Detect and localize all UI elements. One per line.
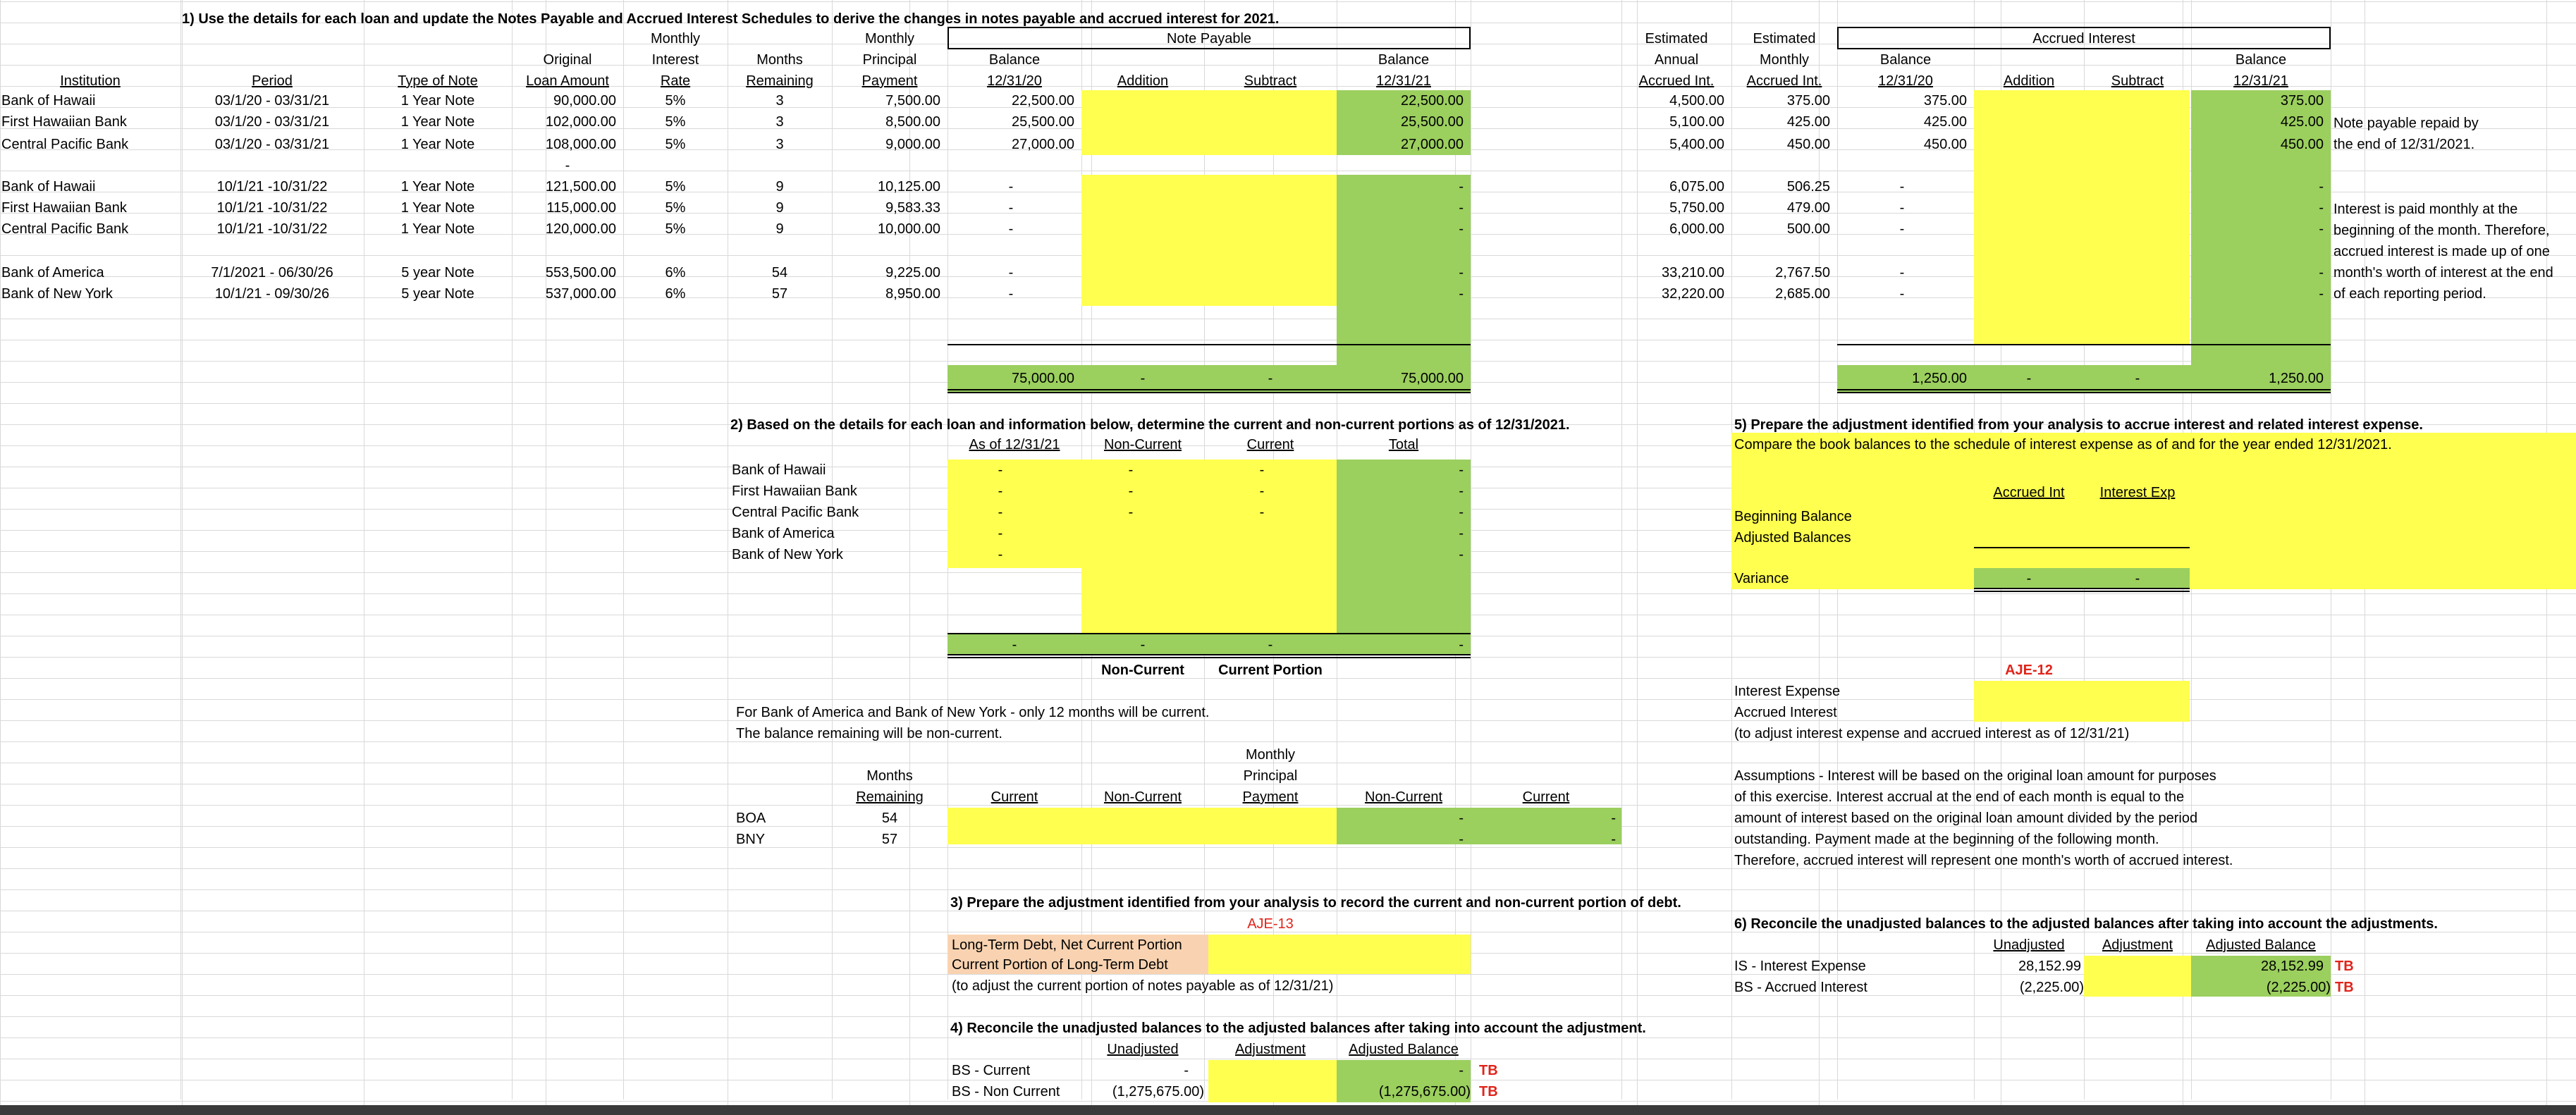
loan-cell-ai21: - — [2319, 200, 2324, 216]
col-header-noncurrent: Non-Current — [1103, 789, 1182, 805]
sec2-total-noncurrent: - — [1140, 637, 1146, 653]
double-rule — [947, 389, 1471, 393]
col-header: Monthly — [650, 31, 701, 47]
loan-cell-inst: Bank of Hawaii — [1, 93, 96, 109]
loan-cell-monthly: 2,767.50 — [1775, 265, 1830, 281]
loan-cell-type: 1 Year Note — [400, 114, 475, 130]
boa-current: - — [1611, 811, 1616, 826]
adjusted-balances-label: Adjusted Balances — [1734, 530, 1851, 546]
loan-cell-bal20: - — [1008, 200, 1014, 216]
loan-cell-inst: Central Pacific Bank — [1, 137, 129, 152]
loan-cell-inst: First Hawaiian Bank — [1, 114, 127, 130]
bny-months: 57 — [881, 832, 898, 847]
col-header-subtract: Subtract — [1244, 73, 1297, 89]
col-header: Principal — [862, 52, 917, 68]
col-header: Monthly — [1245, 747, 1296, 763]
aje12-amount-input[interactable] — [1974, 681, 2190, 722]
col-header-unadjusted: Unadjusted — [1107, 1042, 1179, 1057]
col-header: Monthly — [1759, 52, 1810, 68]
loan-cell-monthly: 506.25 — [1786, 179, 1830, 195]
sec2-asof: - — [998, 526, 1003, 541]
double-rule — [1837, 389, 2331, 393]
sec2-noncurrent: - — [1128, 462, 1134, 478]
loan-cell-annual: 4,500.00 — [1669, 93, 1724, 109]
sec2-total: - — [1459, 483, 1464, 499]
total-addition: - — [1140, 371, 1146, 386]
total-ai20: 1,250.00 — [1912, 371, 1967, 386]
tb-tick: TB — [2335, 980, 2354, 995]
loan-cell-type: 1 Year Note — [400, 179, 475, 195]
loan-cell-period: 7/1/2021 - 06/30/26 — [211, 265, 333, 281]
loan-cell-amount: 553,500.00 — [545, 265, 616, 281]
aje13-label: AJE-13 — [1247, 916, 1294, 932]
col-header-adjusted-balance: Adjusted Balance — [2206, 937, 2316, 953]
col-header-current: Current — [1246, 437, 1294, 452]
loan-cell-months: 3 — [775, 137, 784, 152]
col-header: Balance — [1378, 52, 1430, 68]
loan-cell-months: 57 — [771, 286, 788, 302]
loan-cell-annual: 5,750.00 — [1669, 200, 1724, 216]
loan-cell-ai21: 375.00 — [2280, 93, 2324, 109]
sec2-total: - — [1459, 462, 1464, 478]
sec6-adjusted: 28,152.99 — [2261, 959, 2324, 974]
loan-cell-months: 9 — [775, 221, 784, 237]
loan-cell-ai20: - — [1899, 265, 1905, 281]
col-header-bal20: 12/31/20 — [987, 73, 1042, 89]
sec6-unadjusted: (2,225.00) — [2019, 980, 2084, 995]
loan-cell-inst: Bank of Hawaii — [1, 179, 96, 195]
boa-noncurrent: - — [1459, 811, 1464, 826]
assumptions-line: amount of interest based on the original loan amount divided by the period — [1734, 811, 2198, 826]
col-header: Original — [543, 52, 592, 68]
current-noncurrent-input-area[interactable] — [1081, 568, 1337, 634]
loan-cell-payment: 9,583.33 — [885, 200, 940, 216]
loan-cell-bal20: 22,500.00 — [1012, 93, 1074, 109]
loan-cell-bal21: 25,500.00 — [1401, 114, 1464, 130]
loan-cell-type: 1 Year Note — [400, 200, 475, 216]
loan-cell-payment: 9,000.00 — [885, 137, 940, 152]
loan-cell-amount: 121,500.00 — [545, 179, 616, 195]
note-interest-line: beginning of the month. Therefore, — [2333, 223, 2550, 238]
gridline — [623, 0, 624, 1099]
loan-cell-ai20: - — [1899, 179, 1905, 195]
total-ai-addition: - — [2026, 371, 2032, 386]
col-header-bal21: 12/31/21 — [1376, 73, 1431, 89]
sheet-bottom-bar — [0, 1105, 2576, 1115]
note-repaid-line: the end of 12/31/2021. — [2333, 137, 2475, 152]
col-header-current: Current — [1522, 789, 1570, 805]
aje13-memo: (to adjust the current portion of notes payable as of 12/31/21) — [952, 978, 1334, 994]
sec2-note: The balance remaining will be non-current. — [736, 726, 1002, 741]
loan-cell-bal21: - — [1459, 286, 1464, 302]
note-repaid-line: Note payable repaid by — [2333, 116, 2479, 131]
aje13-account: Current Portion of Long-Term Debt — [952, 957, 1168, 973]
loan-cell-bal21: - — [1459, 200, 1464, 216]
sec2-total-total: - — [1459, 637, 1464, 653]
loan-cell-bal21: - — [1459, 265, 1464, 281]
col-header-period: Period — [252, 73, 293, 89]
loan-cell-inst: Central Pacific Bank — [1, 221, 129, 237]
loan-cell-ai21: - — [2319, 265, 2324, 281]
loan-cell-period: 10/1/21 -10/31/22 — [216, 200, 328, 216]
col-header: Annual — [1654, 52, 1699, 68]
sec6-unadjusted: 28,152.99 — [2018, 959, 2081, 974]
sec6-row-label: BS - Accrued Interest — [1734, 980, 1867, 995]
col-header-current: Current — [990, 789, 1038, 805]
col-header-ai-subtract: Subtract — [2111, 73, 2164, 89]
sec4-row-label: BS - Current — [952, 1063, 1031, 1078]
assumptions-line: of this exercise. Interest accrual at the end of each month is equal to the — [1734, 789, 2185, 805]
assumptions-line: Therefore, accrued interest will represent one month's worth of accrued interest. — [1734, 853, 2233, 868]
sec2-noncurrent: - — [1128, 505, 1134, 520]
col-header-addition: Addition — [1117, 73, 1169, 89]
loan-cell-inst: Bank of America — [1, 265, 104, 281]
sec2-note: For Bank of America and Bank of New York - only 12 months will be current. — [736, 705, 1210, 720]
aje12-account: Accrued Interest — [1734, 705, 1837, 720]
assumptions-line: outstanding. Payment made at the beginning of the following month. — [1734, 832, 2159, 847]
col-header: Note Payable — [1166, 31, 1252, 47]
sec2-noncurrent: - — [1128, 483, 1134, 499]
loan-cell-rate: 5% — [665, 221, 686, 237]
sec2-total: - — [1459, 526, 1464, 541]
col-header-remaining: Remaining — [856, 789, 924, 805]
col-header-accrued-int: Accrued Int. — [1746, 73, 1822, 89]
sec2-bank-label: Bank of New York — [732, 547, 843, 562]
loan-cell-ai20: 450.00 — [1923, 137, 1967, 152]
loan-cell-ai20: - — [1899, 200, 1905, 216]
bny-noncurrent: - — [1459, 832, 1464, 847]
col-header: Balance — [1879, 52, 1932, 68]
loan-cell-monthly: 500.00 — [1786, 221, 1830, 237]
loan-cell-payment: 8,500.00 — [885, 114, 940, 130]
loan-cell-amount: 102,000.00 — [545, 114, 616, 130]
variance-accrued: - — [2026, 571, 2032, 586]
accrued-addition-subtract-input-area[interactable] — [1974, 90, 2190, 345]
col-header-accrued-int: Accrued Int. — [1638, 73, 1715, 89]
loan-cell-type: 1 Year Note — [400, 137, 475, 152]
aje13-amount-input[interactable] — [1208, 935, 1471, 974]
tb-tick: TB — [1479, 1084, 1498, 1099]
sec6-adjustment-input[interactable] — [2084, 956, 2191, 997]
loan-cell-bal20: - — [1008, 221, 1014, 237]
total-bal21: 75,000.00 — [1401, 371, 1464, 386]
sec2-asof: - — [998, 462, 1003, 478]
bny-label: BNY — [736, 832, 766, 847]
sec2-bank-label: Bank of America — [732, 526, 835, 541]
loan-cell-monthly: 2,685.00 — [1775, 286, 1830, 302]
col-header-noncurrent: Non-Current — [1103, 437, 1182, 452]
sec4-unadjusted: - — [1184, 1063, 1189, 1078]
loan-cell-bal21: 27,000.00 — [1401, 137, 1464, 152]
loan-cell-period: 03/1/20 - 03/31/21 — [214, 137, 330, 152]
sec4-unadjusted: (1,275,675.00) — [1112, 1084, 1204, 1099]
beginning-balance-label: Beginning Balance — [1734, 509, 1852, 524]
sec2-total: - — [1459, 505, 1464, 520]
total-rule — [1974, 547, 2190, 548]
loan-cell-monthly: 450.00 — [1786, 137, 1830, 152]
sec6-title: 6) Reconcile the unadjusted balances to the adjusted balances after taking into account the adjustments. — [1734, 916, 2438, 932]
sec2-bank-label: First Hawaiian Bank — [732, 483, 857, 499]
loan-cell-payment: 7,500.00 — [885, 93, 940, 109]
col-header-ai-addition: Addition — [2003, 73, 2055, 89]
col-header-adjustment: Adjustment — [1234, 1042, 1306, 1057]
col-header-loan-amount: Loan Amount — [526, 73, 609, 89]
boa-months: 54 — [881, 811, 898, 826]
col-header-ai-bal20: 12/31/20 — [1878, 73, 1933, 89]
note-interest-line: Interest is paid monthly at the — [2333, 202, 2518, 217]
loan-cell-months: 54 — [771, 265, 788, 281]
loan-cell-amount: 120,000.00 — [545, 221, 616, 237]
loan-cell-payment: 9,225.00 — [885, 265, 940, 281]
loan-cell-ai20: 425.00 — [1923, 114, 1967, 130]
col-header: Balance — [2235, 52, 2287, 68]
loan-cell-rate: 6% — [665, 265, 686, 281]
total-ai-subtract: - — [2135, 371, 2140, 386]
col-header: Accrued Interest — [2032, 31, 2135, 47]
sec4-adjusted: - — [1459, 1063, 1464, 1078]
loan-cell-rate: 5% — [665, 200, 686, 216]
loan-cell-months: 3 — [775, 114, 784, 130]
note-interest-line: of each reporting period. — [2333, 286, 2486, 302]
col-header-institution: Institution — [60, 73, 121, 89]
loan-cell-amount: 537,000.00 — [545, 286, 616, 302]
loan-cell-type: 1 Year Note — [400, 221, 475, 237]
loan-cell-payment: 10,125.00 — [878, 179, 940, 195]
total-subtract: - — [1268, 371, 1273, 386]
aje12-label: AJE-12 — [2005, 663, 2053, 678]
sec5-title: 5) Prepare the adjustment identified from your analysis to accrue interest and related interest expense. — [1734, 417, 2423, 433]
variance-interest: - — [2135, 571, 2140, 586]
col-header: Months — [756, 52, 803, 68]
col-header-type: Type of Note — [398, 73, 478, 89]
loan-cell-amount: 115,000.00 — [546, 200, 616, 216]
sec2-total-asof: - — [1012, 637, 1017, 653]
tb-tick: TB — [2335, 959, 2354, 974]
col-header-payment: Payment — [1242, 789, 1299, 805]
sec6-adjusted: (2,225.00) — [2266, 980, 2331, 995]
col-header-unadjusted: Unadjusted — [1993, 937, 2065, 953]
notes-addition-subtract-input-area[interactable] — [1081, 175, 1337, 306]
loan-cell-amount: 108,000.00 — [545, 137, 616, 152]
loan-cell-ai21: - — [2319, 179, 2324, 195]
loan-cell-ai21: 425.00 — [2280, 114, 2324, 130]
sec2-asof: - — [998, 547, 1003, 562]
loan-cell-type: 5 year Note — [401, 286, 474, 302]
aje12-account: Interest Expense — [1734, 684, 1841, 699]
col-header: Estimated — [1645, 31, 1708, 47]
loan-cell-bal20: 27,000.00 — [1012, 137, 1074, 152]
sec1-title: 1) Use the details for each loan and update the Notes Payable and Accrued Interest Schedules to derive the changes in notes payable and accrued interest for 2021. — [182, 11, 1280, 27]
col-header-adjustment: Adjustment — [2102, 937, 2173, 953]
assumptions-line: Assumptions - Interest will be based on the original loan amount for purposes — [1734, 768, 2216, 784]
col-header-payment: Payment — [861, 73, 918, 89]
col-header: Estimated — [1753, 31, 1816, 47]
loan-cell-rate: 5% — [665, 179, 686, 195]
sec5-subtitle: Compare the book balances to the schedule of interest expense as of and for the year ended 12/31/2021. — [1734, 437, 2392, 452]
col-header-adjusted-balance: Adjusted Balance — [1349, 1042, 1459, 1057]
sec2-current: - — [1259, 462, 1265, 478]
loan-cell-bal20: - — [1008, 265, 1014, 281]
col-header-asof: As of 12/31/21 — [969, 437, 1060, 452]
col-header-total: Total — [1388, 437, 1419, 452]
loan-cell-type: 5 year Note — [401, 265, 474, 281]
sec2-total-current: - — [1268, 637, 1273, 653]
loan-cell-annual: 6,075.00 — [1669, 179, 1724, 195]
loan-cell-months: 3 — [775, 93, 784, 109]
sec2-title: 2) Based on the details for each loan and information below, determine the current and non-current portions as of 12/31/2021. — [730, 417, 1570, 433]
loan-cell-bal21: - — [1459, 179, 1464, 195]
label-noncurrent: Non-Current — [1101, 663, 1184, 678]
loan-cell-months: 9 — [775, 179, 784, 195]
sec4-row-label: BS - Non Current — [952, 1084, 1060, 1099]
note-interest-line: accrued interest is made up of one — [2333, 244, 2550, 259]
loan-cell-rate: 5% — [665, 93, 686, 109]
loan-cell-bal20: 25,500.00 — [1012, 114, 1074, 130]
tb-tick: TB — [1479, 1063, 1498, 1078]
loan-cell-months: 9 — [775, 200, 784, 216]
sec3-title: 3) Prepare the adjustment identified from your analysis to record the current and non-current portion of debt. — [950, 895, 1681, 911]
loan-cell-rate: 5% — [665, 114, 686, 130]
loan-cell-annual: 5,100.00 — [1669, 114, 1724, 130]
loan-cell-inst: Bank of New York — [1, 286, 113, 302]
loan-cell-bal20: - — [1008, 286, 1014, 302]
interest-comparison-input-area[interactable] — [1731, 433, 2576, 589]
loan-cell-annual: 5,400.00 — [1669, 137, 1724, 152]
bny-current: - — [1611, 832, 1616, 847]
loan-cell-bal21: 22,500.00 — [1401, 93, 1464, 109]
loan-cell-bal21: - — [1459, 221, 1464, 237]
aje13-account: Long-Term Debt, Net Current Portion — [952, 937, 1182, 953]
loan-cell-monthly: 425.00 — [1786, 114, 1830, 130]
loan-cell-ai20: 375.00 — [1923, 93, 1967, 109]
variance-label: Variance — [1734, 571, 1789, 586]
col-header: Interest — [651, 52, 699, 68]
boa-label: BOA — [736, 811, 766, 826]
gridline — [1621, 0, 1622, 1099]
loan-cell-annual: 33,210.00 — [1662, 265, 1724, 281]
sec2-bank-label: Bank of Hawaii — [732, 462, 826, 478]
col-header-ai-bal21: 12/31/21 — [2233, 73, 2288, 89]
col-header-accrued-int: Accrued Int — [1993, 485, 2065, 500]
sec6-row-label: IS - Interest Expense — [1734, 959, 1866, 974]
col-header-noncurrent: Non-Current — [1364, 789, 1443, 805]
col-header-interest-exp: Interest Exp — [2099, 485, 2176, 500]
label-current-portion: Current Portion — [1218, 663, 1323, 678]
cell-dash: - — [565, 158, 570, 173]
gridline — [180, 0, 181, 1099]
sec2-asof: - — [998, 483, 1003, 499]
loan-cell-inst: First Hawaiian Bank — [1, 200, 127, 216]
col-header: Balance — [988, 52, 1041, 68]
loan-cell-monthly: 375.00 — [1786, 93, 1830, 109]
loan-cell-period: 10/1/21 -10/31/22 — [216, 221, 328, 237]
sec2-current: - — [1259, 505, 1265, 520]
col-header-rate: Rate — [660, 73, 691, 89]
sec2-bank-label: Central Pacific Bank — [732, 505, 859, 520]
col-header-remaining: Remaining — [746, 73, 814, 89]
boa-bny-input-area[interactable] — [947, 808, 1337, 844]
sec2-total: - — [1459, 547, 1464, 562]
loan-cell-period: 10/1/21 -10/31/22 — [216, 179, 328, 195]
loan-cell-ai21: - — [2319, 286, 2324, 302]
total-ai21: 1,250.00 — [2269, 371, 2324, 386]
sec4-adjusted: (1,275,675.00) — [1378, 1084, 1471, 1099]
loan-cell-ai21: - — [2319, 221, 2324, 237]
loan-cell-payment: 8,950.00 — [885, 286, 940, 302]
sec4-title: 4) Reconcile the unadjusted balances to the adjusted balances after taking into account the adjustment. — [950, 1021, 1646, 1036]
loan-cell-rate: 5% — [665, 137, 686, 152]
loan-cell-period: 03/1/20 - 03/31/21 — [214, 114, 330, 130]
loan-cell-period: 03/1/20 - 03/31/21 — [214, 93, 330, 109]
loan-cell-amount: 90,000.00 — [553, 93, 616, 109]
loan-cell-annual: 32,220.00 — [1662, 286, 1724, 302]
loan-cell-payment: 10,000.00 — [878, 221, 940, 237]
total-rule — [947, 344, 1471, 345]
total-rule — [1837, 344, 2331, 345]
loan-cell-ai21: 450.00 — [2280, 137, 2324, 152]
note-interest-line: month's worth of interest at the end — [2333, 265, 2553, 281]
loan-cell-monthly: 479.00 — [1786, 200, 1830, 216]
loan-cell-period: 10/1/21 - 09/30/26 — [214, 286, 330, 302]
loan-cell-bal20: - — [1008, 179, 1014, 195]
sec2-current: - — [1259, 483, 1265, 499]
col-header: Monthly — [864, 31, 915, 47]
sec2-asof: - — [998, 505, 1003, 520]
col-header: Months — [866, 768, 913, 784]
aje12-memo: (to adjust interest expense and accrued interest as of 12/31/21) — [1734, 726, 2130, 741]
sec4-adjustment-input[interactable] — [1208, 1060, 1337, 1102]
col-header: Principal — [1243, 768, 1298, 784]
total-bal20: 75,000.00 — [1012, 371, 1074, 386]
notes-addition-subtract-input-area[interactable] — [1081, 90, 1337, 155]
loan-cell-type: 1 Year Note — [400, 93, 475, 109]
loan-cell-ai20: - — [1899, 286, 1905, 302]
loan-cell-rate: 6% — [665, 286, 686, 302]
loan-cell-annual: 6,000.00 — [1669, 221, 1724, 237]
loan-cell-ai20: - — [1899, 221, 1905, 237]
